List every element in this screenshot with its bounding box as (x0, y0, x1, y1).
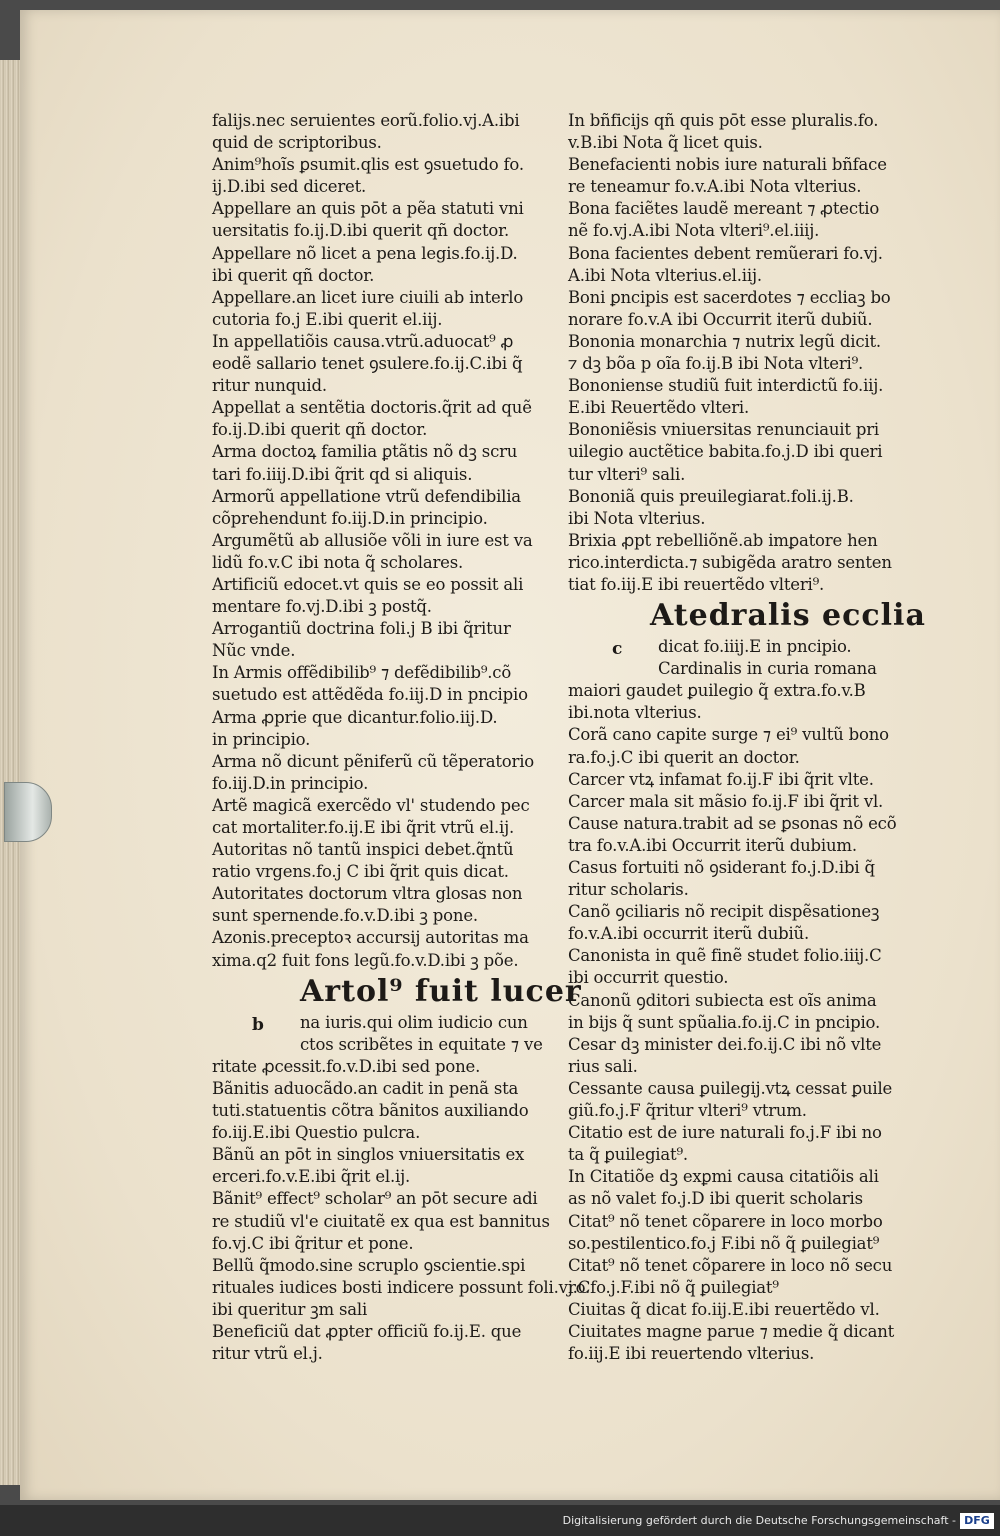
index-entry-line: ibi queritur ꝫm sali (212, 1299, 368, 1319)
index-entry-line: Nũc vnde. (212, 641, 296, 661)
index-entry-line: Brixia ꝓpt rebelliõnẽ.ab imꝑatore hen (568, 530, 878, 550)
index-entry-line: tiat fo.iij.E ibi reuertẽdo vlteri⁹. (568, 574, 825, 594)
index-entry-line: giũ.fo.j.F q̃ritur vlteri⁹ vtrum. (568, 1101, 807, 1121)
index-entry-line: maiori gaudet ꝑuilegio q̃ extra.fo.v.B (568, 681, 866, 701)
index-entry-line: Canõ ꝯciliaris nõ recipit dispẽsationeꝫ (568, 902, 880, 922)
index-entry-line: sunt spernende.fo.v.D.ibi ꝫ pone. (212, 906, 478, 926)
index-entry-line: Ciuitates magne parue ⁊ medie q̃ dicant (568, 1321, 895, 1341)
left-initial-row (212, 1012, 542, 1034)
index-entry-line: in bijs q̃ sunt spũalia.fo.ij.C in pncipio. (568, 1012, 881, 1032)
index-entry-line: quid de scriptoribus. (212, 133, 382, 153)
index-entry-line: Artẽ magicã exercẽdo vl' studendo pec (212, 795, 530, 815)
index-entry-line: Armorũ appellatione vtrũ defendibilia (212, 486, 521, 506)
index-entry-line: ritur nunquid. (212, 376, 327, 396)
index-entry-line: tra fo.v.A.ibi Occurrit iterũ dubium. (568, 835, 857, 855)
index-entry-line: ibi Nota vlterius. (568, 508, 706, 528)
index-entry-line: erceri.fo.v.E.ibi q̃rit el.ij. (212, 1167, 411, 1187)
index-entry-line: Bononiẽsis vniuersitas renunciauit pri (568, 420, 879, 440)
index-entry-line: ta q̃ ꝑuilegiat⁹. (568, 1145, 688, 1165)
index-entry-line: Canonista in quẽ finẽ studet folio.iiij.C (568, 946, 882, 966)
footer-bar (0, 1505, 1000, 1536)
index-entry-line: ratio vrgens.fo.j C ibi q̃rit quis dicat. (212, 862, 509, 882)
index-entry-line: uilegio auctẽtice babita.fo.j.D ibi queri (568, 442, 883, 462)
index-entry-line: Azonis.preceptoꝛ accursij autoritas ma (212, 928, 529, 948)
index-entry-line: ritur vtrũ el.j. (212, 1344, 323, 1364)
index-entry-line: norare fo.v.A ibi Occurrit iterũ dubiũ. (568, 309, 873, 329)
index-entry-line: Benefacienti nobis iure naturali bñface (568, 155, 887, 175)
index-entry-line: Carcer vtꝝ infamat fo.ij.F ibi q̃rit vlte. (568, 769, 874, 789)
index-entry-line: Artificiũ edocet.vt quis se eo possit ali (212, 574, 524, 594)
index-entry-line: Canonũ ꝯditori subiecta est oĩs anima (568, 990, 877, 1010)
index-entry-line: cõprehendunt fo.iij.D.in principio. (212, 508, 488, 528)
index-entry-line: Anim⁹hoĩs ꝑsumit.qlis est ꝯsuetudo fo. (212, 155, 524, 175)
index-entry-line: rius sali. (568, 1056, 638, 1076)
index-entry-line: fo.v.A.ibi occurrit iterũ dubiũ. (568, 924, 810, 944)
index-entry-line: Arma ꝓprie que dicantur.folio.iij.D. (212, 707, 498, 727)
index-entry-line: In appellatiõis causa.vtrũ.aduocat⁹ ꝓ (212, 331, 514, 351)
index-entry-line: In Citatiõe dꝫ exꝑmi causa citatiõis ali (568, 1167, 879, 1187)
index-entry-line: Bononia monarchia ⁊ nutrix legũ dicit. (568, 331, 881, 351)
index-entry-line: Autoritas nõ tantũ inspici debet.q̃ntũ (212, 840, 514, 860)
index-entry-line: In bñficijs qñ quis pōt esse pluralis.fo. (568, 111, 879, 130)
index-entry-line: fo.iij.E ibi reuertendo vlterius. (568, 1344, 815, 1364)
index-entry-line: tur vlteri⁹ sali. (568, 464, 686, 484)
index-entry-line: so.pestilentico.fo.j F.ibi nõ q̃ ꝑuilegiat⁹ (568, 1233, 880, 1253)
index-entry-line: lidũ fo.v.C ibi nota q̃ scholares. (212, 552, 464, 572)
index-entry-line: xima.q2 fuit fons legũ.fo.v.D.ibi ꝫ põe. (212, 950, 519, 970)
index-entry-line: Beneficiũ dat ꝓpter officiũ fo.ij.E. que (212, 1321, 522, 1341)
index-entry-line: Bononiense studiũ fuit interdictũ fo.iij. (568, 376, 884, 396)
left-entries-a (212, 110, 542, 972)
index-entry-line: as nõ valet fo.j.D ibi querit scholaris (568, 1189, 863, 1209)
left-text-column (212, 110, 591, 1365)
index-entry-line: nẽ fo.vj.A.ibi Nota vlteri⁹.el.iiij. (568, 221, 820, 241)
index-entry-line: Bãnit⁹ effect⁹ scholar⁹ an pōt secure adi (212, 1189, 538, 1209)
funding-notice: Digitalisierung gefördert durch die Deutsche Forschungsgemeinschaft - (562, 1514, 956, 1527)
index-entry-line: A.ibi Nota vlterius.el.iij. (568, 265, 762, 285)
index-entry-line: Carcer mala sit mãsio fo.ij.F ibi q̃rit vl. (568, 791, 884, 811)
index-entry-line: Bãnitis aduocãdo.an cadit in penã sta (212, 1078, 519, 1098)
right-section-heading: Atedralis ecclia (650, 598, 926, 634)
index-entry-line: uersitatis fo.ij.D.ibi querit qñ doctor. (212, 221, 510, 241)
index-entry-line: Cause natura.trabit ad se ꝑsonas nõ ecõ (568, 813, 897, 833)
index-entry-line: Appellare.an licet iure ciuili ab interlo (212, 287, 524, 307)
index-entry-line: eodẽ sallario tenet ꝯsulere.fo.ij.C.ibi q̃ (212, 354, 523, 374)
index-entry-line: ra.fo.j.C ibi querit an doctor. (568, 747, 800, 767)
index-entry-line: v.B.ibi Nota q̃ licet quis. (568, 133, 763, 153)
index-entry-line: fo.ij.D.ibi querit qñ doctor. (212, 420, 428, 440)
index-entry-line: in principio. (212, 729, 311, 749)
index-entry-line: Bona facientes debent remũerari fo.vj. (568, 243, 883, 263)
index-entry-line: ro.fo.j.F.ibi nõ q̃ ꝑuilegiat⁹ (568, 1277, 779, 1297)
index-entry-line: E.ibi Reuertẽdo vlteri. (568, 398, 750, 418)
left-entries-b (212, 1056, 591, 1365)
index-entry-line: fo.vj.C ibi q̃ritur et pone. (212, 1233, 414, 1253)
right-entries-b (568, 680, 898, 1365)
metal-clip (4, 782, 52, 842)
index-entry-line: Boni ꝑncipis est sacerdotes ⁊ eccliaꝫ bo (568, 287, 891, 307)
index-entry-line: ibi querit qñ doctor. (212, 265, 375, 285)
index-entry-line: Bãnũ an pōt in singlos vniuersitatis ex (212, 1145, 525, 1165)
index-entry-line: Casus fortuiti nõ ꝯsiderant fo.j.D.ibi q̃ (568, 858, 875, 877)
index-entry-line: ibi occurrit questio. (568, 968, 729, 988)
index-entry-line: Appellare nõ licet a pena legis.fo.ij.D. (212, 243, 518, 263)
index-entry-line: Arma nõ dicunt pẽniferũ cũ tẽperatorio (212, 751, 535, 771)
left-initial-line: na iuris.qui olim iudicio cun (300, 1012, 528, 1032)
index-entry-line: fo.iij.D.in principio. (212, 773, 369, 793)
index-entry-line: Ciuitas q̃ dicat fo.iij.E.ibi reuertẽdo vl. (568, 1299, 880, 1319)
index-entry-line: re studiũ vl'e ciuitatẽ ex qua est bannitus (212, 1211, 550, 1231)
index-entry-line: Corã cano capite surge ⁊ ei⁹ vultũ bono (568, 725, 889, 745)
index-entry-line: Cesar dꝫ minister dei.fo.ij.C ibi nõ vlte (568, 1034, 882, 1054)
index-entry-line: rituales iudices bosti indicere possunt foli.vj.C (212, 1277, 591, 1297)
index-entry-line: In Armis offẽdibilib⁹ ⁊ defẽdibilib⁹.cõ (212, 663, 512, 683)
index-entry-line: fo.iij.E.ibi Questio pulcra. (212, 1123, 421, 1143)
index-entry-line: ritate ꝓcessit.fo.v.D.ibi sed pone. (212, 1056, 481, 1076)
index-entry-line: falijs.nec seruientes eorũ.folio.vj.A.ibi (212, 111, 520, 130)
index-entry-line: Autoritates doctorum vltra glosas non (212, 884, 523, 904)
index-entry-line: tuti.statuentis cõtra bãnitos auxiliando (212, 1101, 529, 1121)
right-initial-line: dicat fo.iiij.E in pncipio. (658, 637, 852, 657)
left-initial-letter: b (252, 1014, 264, 1035)
dfg-logo: DFG (960, 1513, 994, 1529)
index-entry-line: Citat⁹ nõ tenet cõparere in loco nõ secu (568, 1255, 893, 1275)
right-indent-line: Cardinalis in curia romana (658, 659, 877, 679)
index-entry-line: Citat⁹ nõ tenet cõparere in loco morbo (568, 1211, 883, 1231)
index-entry-line: cat mortaliter.fo.ij.E ibi q̃rit vtrũ el.ij. (212, 818, 515, 837)
index-entry-line: ⁊ dꝫ bõa p oĩa fo.ij.B ibi Nota vlteri⁹. (568, 354, 864, 374)
index-entry-line: cutoria fo.j E.ibi querit el.iij. (212, 309, 443, 329)
index-entry-line: Bona faciẽtes laudẽ mereant ⁊ ꝓtectio (568, 199, 880, 219)
index-entry-line: Citatio est de iure naturali fo.j.F ibi no (568, 1123, 882, 1143)
index-entry-line: ritur scholaris. (568, 880, 689, 900)
index-entry-line: suetudo est attẽdẽda fo.iij.D in pncipio (212, 685, 528, 705)
index-entry-line: Cessante causa ꝑuilegij.vtꝝ cessat ꝑuile (568, 1078, 893, 1098)
index-entry-line: Bononiã quis preuilegiarat.foli.ij.B. (568, 486, 854, 506)
right-text-column (568, 110, 926, 1365)
index-entry-line: Arrogantiũ doctrina foli.j B ibi q̃ritur (212, 619, 511, 639)
index-entry-line: Bellũ q̃modo.sine scruplo ꝯscientie.spi (212, 1255, 526, 1275)
right-initial-row (568, 636, 898, 658)
index-entry-line: Argumẽtũ ab allusiõe võli in iure est va (212, 530, 533, 550)
index-entry-line: mentare fo.vj.D.ibi ꝫ postq̃. (212, 597, 432, 617)
index-entry-line: Arma doctoꝝ familia ꝑtãtis nõ dꝫ scru (212, 442, 518, 462)
right-initial-letter: c (612, 639, 623, 660)
index-entry-line: Appellat a sentẽtia doctoris.q̃rit ad quẽ (212, 398, 532, 418)
index-entry-line: ij.D.ibi sed diceret. (212, 177, 367, 197)
right-entries-a (568, 110, 898, 596)
index-entry-line: Appellare an quis pōt a pẽa statuti vni (212, 199, 524, 219)
index-entry-line: rico.interdicta.⁊ subigẽda aratro senten (568, 552, 892, 572)
index-entry-line: tari fo.iiij.D.ibi q̃rit qd si aliquis. (212, 464, 473, 484)
index-entry-line: re teneamur fo.v.A.ibi Nota vlterius. (568, 177, 862, 197)
left-section-heading: Artol⁹ fuit lucer (300, 973, 582, 1009)
index-entry-line: ibi.nota vlterius. (568, 703, 702, 723)
left-indent-line: ctos scribẽtes in equitate ⁊ ve (300, 1034, 543, 1054)
